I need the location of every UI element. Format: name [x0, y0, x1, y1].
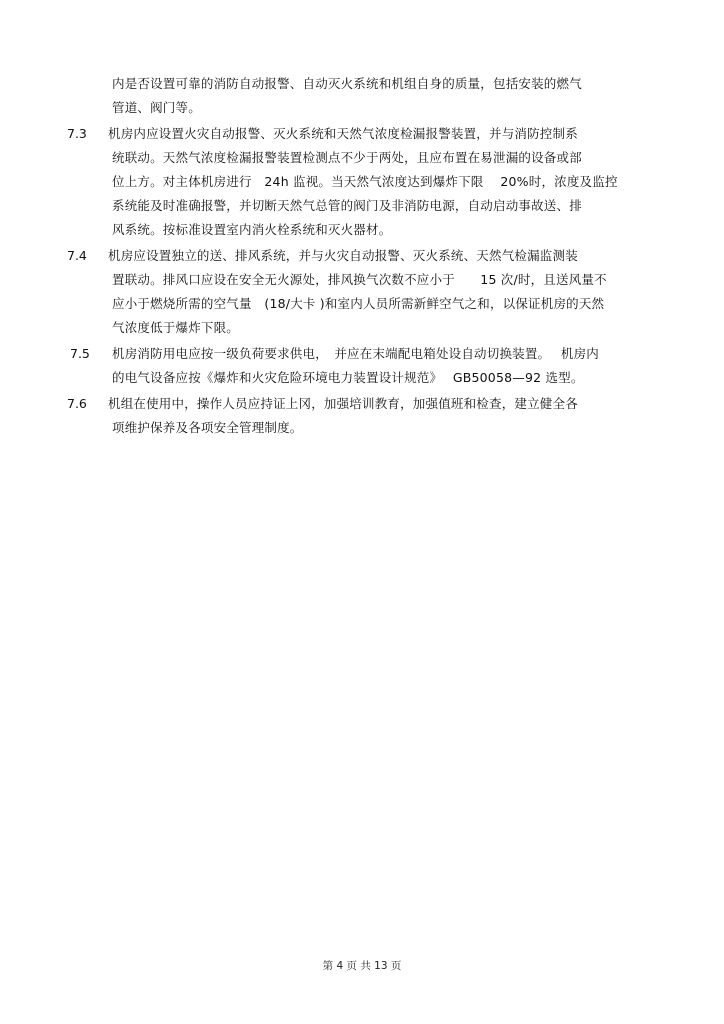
text-line: 管道、阀门等。 — [112, 100, 201, 115]
text-line: 机房内应设置火灾自动报警、灭火系统和天然气浓度检漏报警装置，并与消防控制系 — [108, 126, 578, 141]
text-line: 统联动。天然气浓度检漏报警装置检测点不少于两处，且应布置在易泄漏的设备或部 — [112, 150, 582, 165]
section-number: 7.4 — [67, 248, 87, 263]
text-line: 气浓度低于爆炸下限。 — [112, 320, 240, 335]
text-line: 机房消防用电应按一级负荷要求供电， 并应在末端配电箱处设自动切换装置。 机房内 — [112, 346, 599, 361]
text-line: 机组在使用中，操作人员应持证上冈，加强培训教育，加强值班和检查，建立健全各 — [108, 396, 578, 411]
text-line: 内是否设置可靠的消防自动报警、自动灭火系统和机组自身的质量，包括安装的燃气 — [112, 76, 582, 91]
section-number: 7.3 — [67, 126, 87, 141]
text-line: 风系统。按标准设置室内消火栓系统和灭火器材。 — [112, 222, 392, 237]
text-line: 位上方。对主体机房进行 24h 监视。当天然气浓度达到爆炸下限 20%时，浓度及监控 — [112, 174, 618, 189]
text-line: 的电气设备应按《爆炸和火灾危险环境电力装置设计规范》 GB50058—92 选型。 — [112, 370, 584, 385]
text-line: 置联动。排风口应设在安全无火源处，排风换气次数不应小于 15 次/时，且送风量不 — [112, 272, 607, 287]
text-line: 项维护保养及各项安全管理制度。 — [112, 420, 303, 435]
section-number: 7.5 — [70, 346, 90, 361]
text-line: 应小于燃烧所需的空气量 (18/大卡 )和室内人员所需新鲜空气之和，以保证机房的天然 — [112, 296, 605, 311]
text-line: 系统能及时准确报警，并切断天然气总管的阀门及非消防电源，自动启动事故送、排 — [112, 198, 582, 213]
text-line: 机房应设置独立的送、排风系统，并与火灾自动报警、灭火系统、天然气检漏监测装 — [108, 248, 578, 263]
section-number: 7.6 — [67, 396, 87, 411]
page-footer: 第 4 页 共 13 页 — [322, 960, 402, 972]
